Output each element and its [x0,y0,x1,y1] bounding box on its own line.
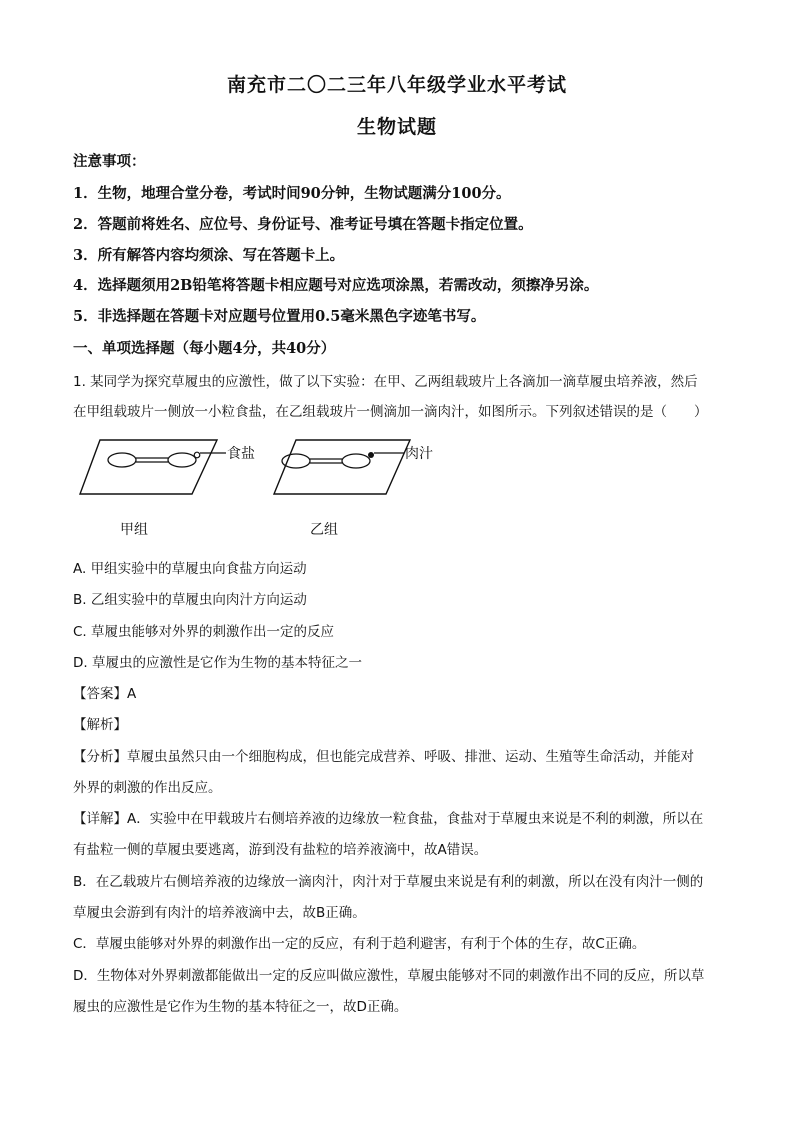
analysis-detail-b-line-1: B．在乙载玻片右侧培养液的边缘放一滴肉汁，肉汁对于草履虫来说是有利的刺激，所以在没有肉汁一侧的 [73,874,704,890]
culture-drop-left-b [282,454,310,468]
option-b: B. 乙组实验中的草履虫向肉汁方向运动 [73,592,307,608]
option-c: C. 草履虫能够对外界的刺激作出一定的反应 [73,624,335,640]
notice-item-4: 4．选择题须用2B铅笔将答题卡相应题号对应选项涂黑，若需改动，须擦净另涂。 [73,277,599,294]
section-heading: 一、单项选择题（每小题4分，共40分） [73,340,336,357]
option-d: D. 草履虫的应激性是它作为生物的基本特征之一 [73,655,362,671]
answer: 【答案】A [73,686,137,702]
page-subtitle: 生物试题 [356,116,437,138]
salt-grain-icon [194,452,200,458]
analysis-detail-b-line-2: 草履虫会游到有肉汁的培养液滴中去，故B正确。 [73,905,366,921]
question-stem-line-1: 1. 某同学为探究草履虫的应激性，做了以下实验：在甲、乙两组载玻片上各滴加一滴草履虫培养液，然后 [73,374,698,390]
notice-item-5: 5．非选择题在答题卡对应题号位置用0.5毫米黑色字迹笔书写。 [73,308,486,325]
analysis-fenxi-line-2: 外界的刺激的作出反应。 [73,780,222,796]
analysis-detail-a-line-1: 【详解】A．实验中在甲载玻片右侧培养液的边缘放一粒食盐，食盐对于草履虫来说是不利的刺激，所以在 [73,811,704,827]
analysis-heading: 【解析】 [73,717,127,733]
notice-item-2: 2．答题前将姓名、应位号、身份证号、准考证号填在答题卡指定位置。 [73,216,533,233]
page-title: 南充市二〇二三年八年级学业水平考试 [226,74,567,96]
label-group-b: 乙组 [310,522,338,538]
culture-drop-right-b [342,454,370,468]
option-a: A. 甲组实验中的草履虫向食盐方向运动 [73,561,307,577]
label-salt: 食盐 [227,446,255,462]
notice-heading: 注意事项： [73,153,146,170]
meat-juice-drop-icon [368,452,374,458]
analysis-detail-d-line-1: D．生物体对外界刺激都能做出一定的反应叫做应激性，草履虫能够对不同的刺激作出不同的反应，所以草 [73,968,705,984]
analysis-detail-c: C．草履虫能够对外界的刺激作出一定的反应，有利于趋利避害，有利于个体的生存，故C正确。 [73,936,646,952]
experiment-figure [74,428,474,543]
notice-item-1: 1．生物，地理合堂分卷，考试时间90分钟，生物试题满分100分。 [73,185,511,202]
notice-item-3: 3．所有解答内容均须涂、写在答题卡上。 [73,247,345,264]
slide-group-a [80,440,217,494]
analysis-detail-a-line-2: 有盐粒一侧的草履虫要逃离，游到没有盐粒的培养液滴中，故A错误。 [73,842,488,858]
label-group-a: 甲组 [120,522,148,538]
label-meat-juice: 肉汁 [405,446,433,462]
analysis-fenxi-line-1: 【分析】草履虫虽然只由一个细胞构成，但也能完成营养、呼吸、排泄、运动、生殖等生命活动，并能对 [73,749,694,765]
analysis-detail-d-line-2: 履虫的应激性是它作为生物的基本特征之一，故D正确。 [73,999,408,1015]
slide-group-b [274,440,410,494]
question-stem-line-2: 在甲组载玻片一侧放一小粒食盐，在乙组载玻片一侧滴加一滴肉汁，如图所示。下列叙述错误的是（ ） [73,404,708,420]
culture-drop-left-a [108,453,136,467]
culture-drop-right-a [168,453,196,467]
